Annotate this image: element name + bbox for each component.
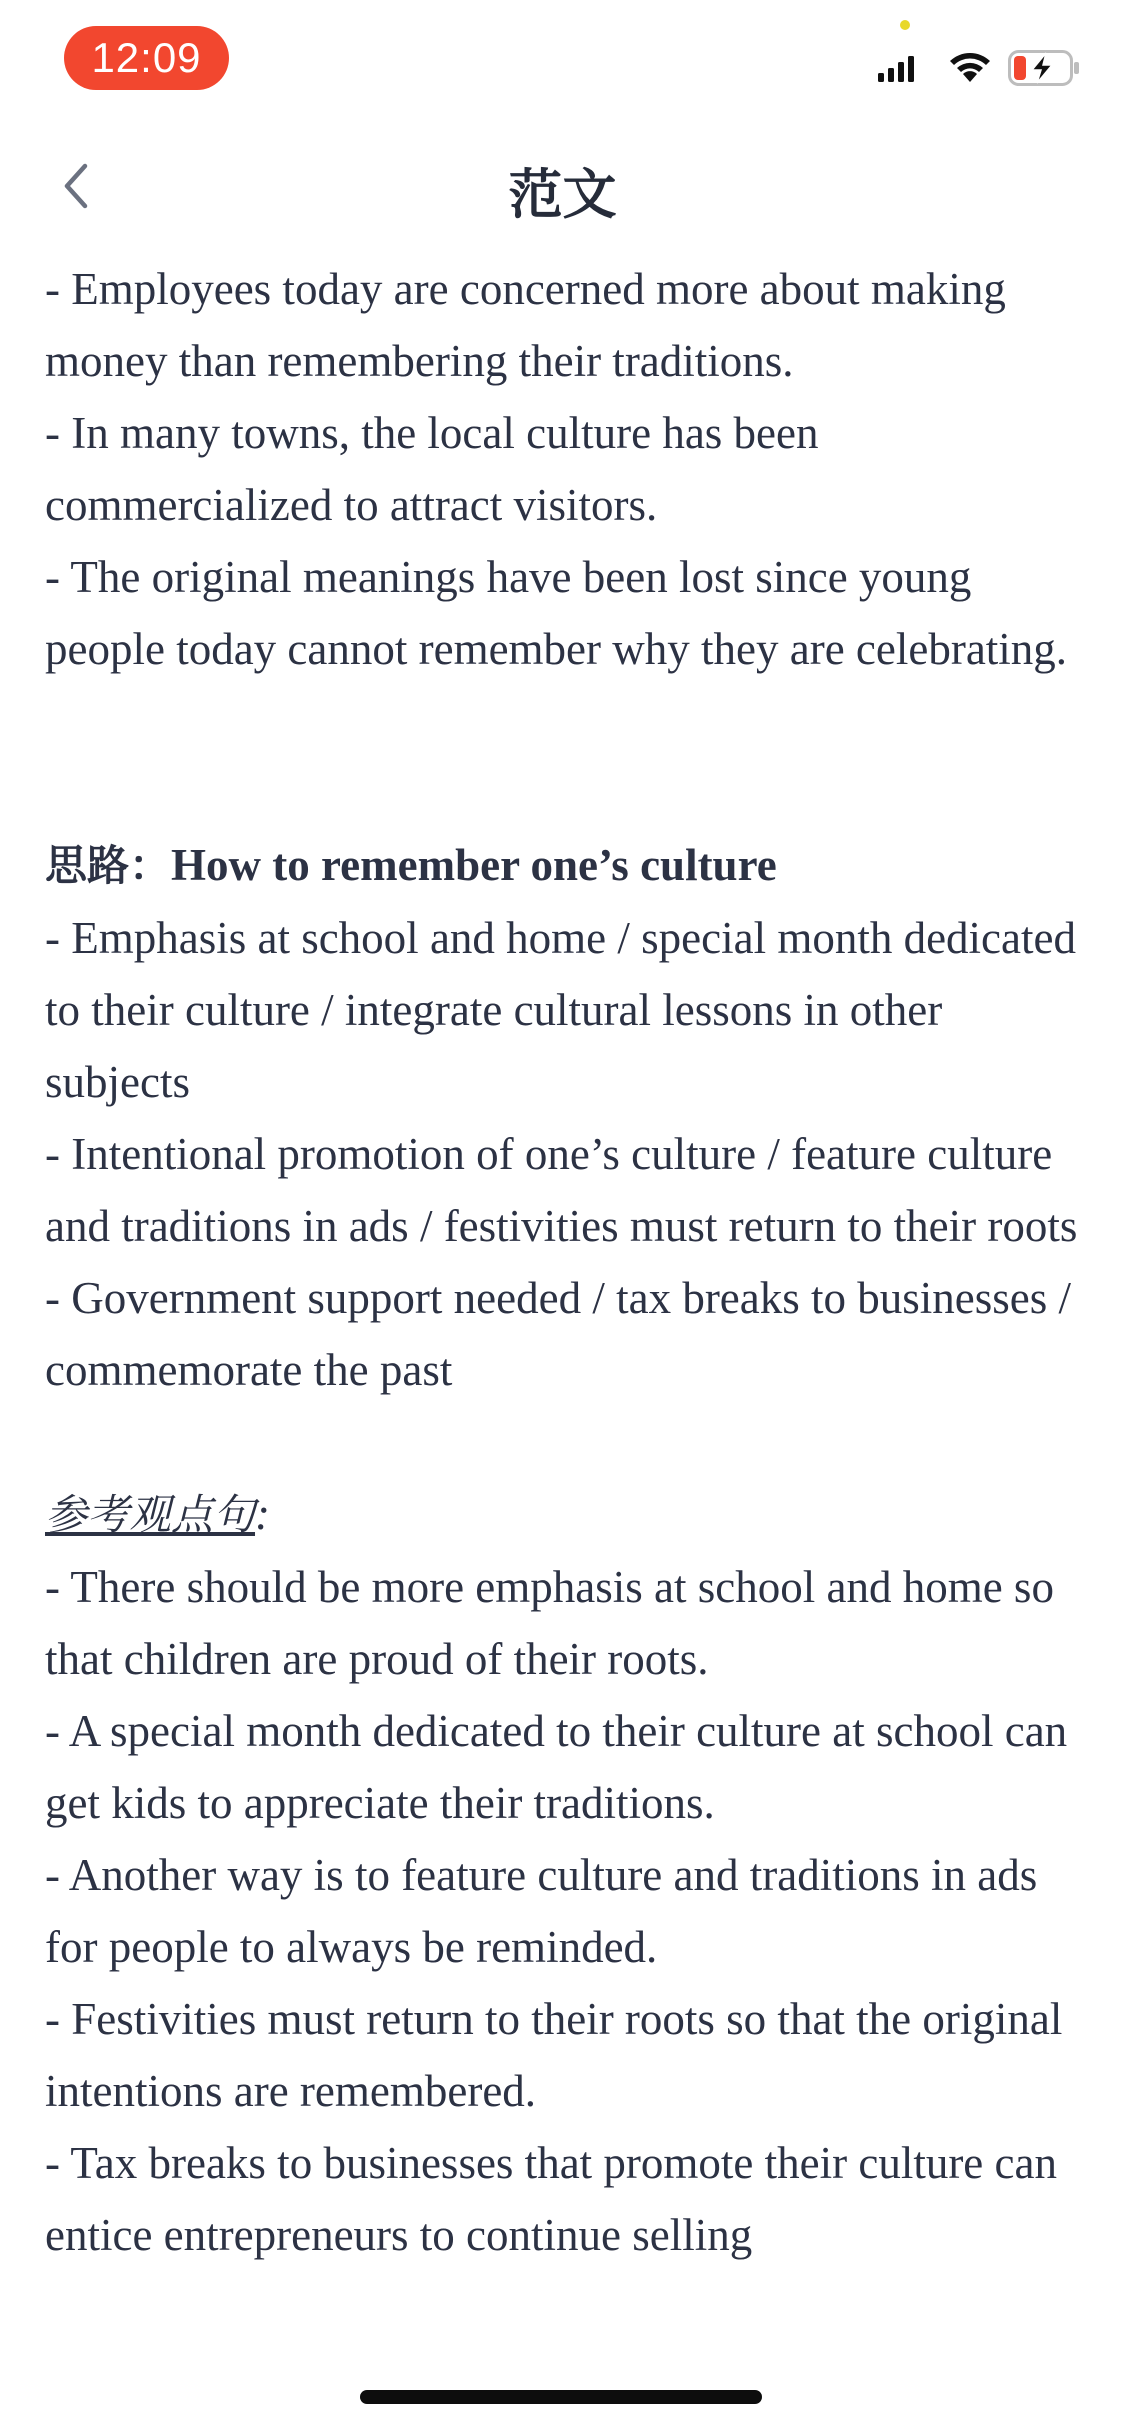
home-indicator[interactable] (360, 2390, 762, 2404)
spacer (45, 685, 1085, 829)
reference-point: - There should be more emphasis at school and home so that children are proud of their roots. (45, 1562, 1054, 1684)
wifi-icon (948, 48, 992, 82)
page-title: 范文 (508, 163, 617, 226)
section-heading-label: 思路： (45, 841, 172, 890)
section-heading-text: How to remember one’s culture (171, 840, 777, 890)
idea-point: - Emphasis at school and home / special month dedicated to their culture / integrate cultural lessons in other subjects (45, 913, 1076, 1107)
intro-point: - In many towns, the local culture has been commercialized to attract visitors. (45, 408, 819, 530)
intro-point: - Employees today are concerned more about making money than remembering their traditions. (45, 264, 1006, 386)
status-bar (0, 0, 1125, 120)
intro-point: - The original meanings have been lost since young people today cannot remember why they are celebrating. (45, 552, 1068, 674)
battery-charging-icon (1008, 50, 1080, 86)
signal-icon (878, 56, 914, 82)
reference-point: - Another way is to feature culture and traditions in ads for people to always be reminded. (45, 1850, 1038, 1972)
nav-bar (0, 130, 1125, 240)
reference-point: - Tax breaks to businesses that promote their culture can entice entrepreneurs to continue selling (45, 2138, 1057, 2260)
reference-point: - A special month dedicated to their culture at school can get kids to appreciate their traditions. (45, 1706, 1068, 1828)
camera-indicator-dot (900, 20, 910, 30)
idea-point: - Intentional promotion of one’s culture / feature culture and traditions in ads / festivities must return to their roots (45, 1129, 1078, 1251)
reference-heading-colon: : (255, 1489, 271, 1539)
article-content (45, 253, 1085, 2271)
spacer (45, 1406, 1085, 1478)
reference-point: - Festivities must return to their roots so that the original intentions are remembered. (45, 1994, 1063, 2116)
status-time: 12:09 (64, 26, 229, 90)
idea-point: - Government support needed / tax breaks to businesses / commemorate the past (45, 1273, 1072, 1395)
section-heading (45, 829, 1085, 902)
reference-heading (45, 1478, 1085, 1551)
reference-heading-text: 参考观点句 (45, 1490, 256, 1539)
